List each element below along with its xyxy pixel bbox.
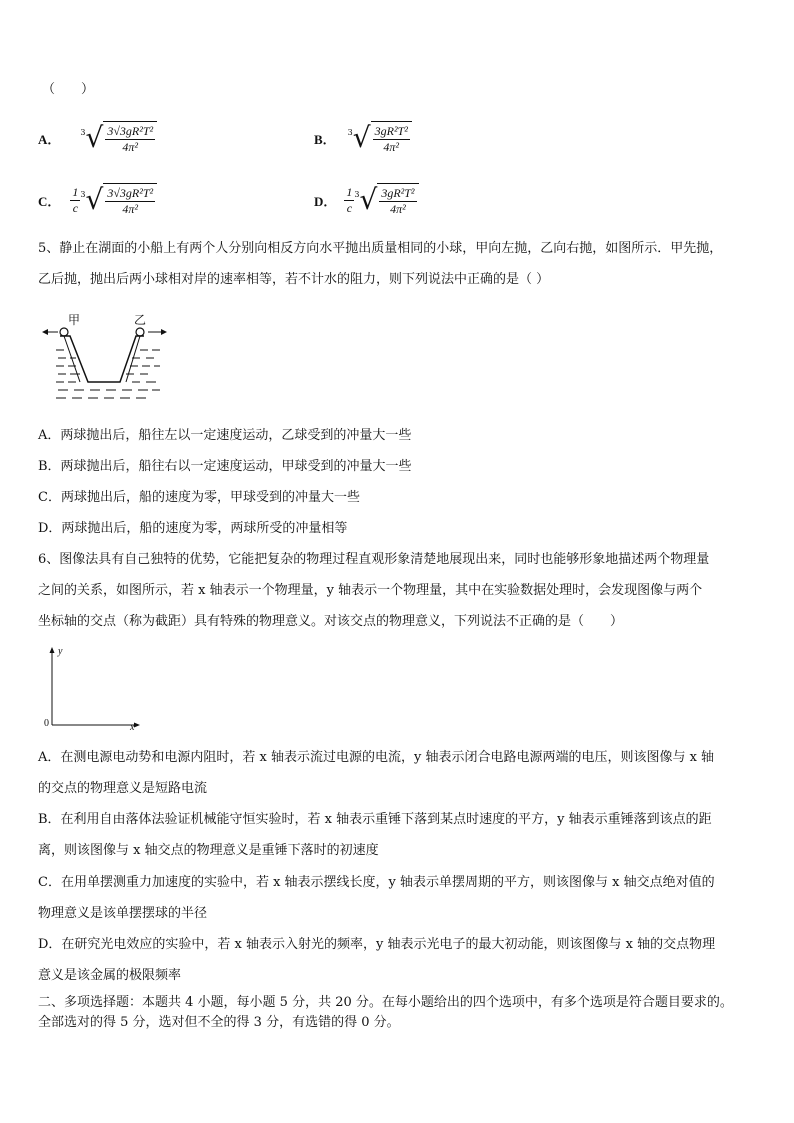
option-c [38, 178, 157, 222]
q5-option-c: C．两球抛出后，船的速度为零，甲球受到的冲量大一些 [38, 490, 360, 505]
option-a-denominator: 4π² [122, 140, 139, 154]
q6-option-b-line2: 离，则该图像与 x 轴交点的物理意义是重锤下落时的初速度 [38, 843, 379, 858]
option-b-fraction [371, 121, 412, 155]
option-b [314, 116, 412, 160]
option-c-label: C． [38, 193, 61, 209]
q6-option-d-line1: D．在研究光电效应的实验中，若 x 轴表示入射光的频率，y 轴表示光电子的最大初动能，则该图像与 x 轴的交点物理 [38, 937, 716, 952]
person-jia [60, 328, 68, 336]
origin-label: 0 [44, 718, 49, 729]
option-d-label: D． [314, 193, 337, 209]
q6-stem-line1: 6、图像法具有自己独特的优势，它能把复杂的物理过程直观形象清楚地展现出来，同时也能够形象地描述两个物理量 [38, 552, 710, 567]
q5-option-b: B．两球抛出后，船往右以一定速度运动，甲球受到的冲量大一些 [38, 459, 412, 474]
q6-option-c-line1: C．在用单摆测重力加速度的实验中，若 x 轴表示摆线长度，y 轴表示单摆周期的平方，则该图像与 x 轴交点绝对值的 [38, 875, 715, 890]
answer-paren: （ ） [42, 82, 95, 97]
q6-option-c-line2: 物理意义是该单摆摆球的半径 [38, 906, 208, 921]
option-a-numerator: 3√3gR²T² [107, 124, 154, 138]
option-b-label: B． [314, 131, 336, 147]
root-index: 3 [80, 189, 86, 199]
option-b-denominator: 4π² [383, 140, 400, 154]
boat-hull [60, 336, 144, 382]
boat-figure [40, 310, 170, 400]
option-c-fraction [103, 183, 157, 217]
radical-sign: √ [85, 121, 104, 154]
option-a-label: A． [38, 131, 61, 147]
root-index: 3 [354, 189, 360, 199]
coef-numerator: 1 [72, 184, 79, 199]
radical-sign: √ [85, 183, 104, 216]
q6-option-b-line1: B．在利用自由落体法验证机械能守恒实验时，若 x 轴表示重锤下落到某点时速度的平方，y 轴表示重锤落到该点的距 [38, 812, 712, 827]
option-d-coef [344, 185, 354, 216]
root-index: 3 [347, 127, 353, 137]
root-index: 3 [80, 127, 86, 137]
section2-heading-line2: 全部选对的得 5 分，选对但不全的得 3 分，有选错的得 0 分。 [38, 1015, 400, 1030]
radical-sign: √ [359, 183, 378, 216]
y-axis-label: y [58, 646, 63, 657]
right-arrow-head [161, 329, 167, 335]
left-arrow-head [42, 329, 48, 335]
y-axis-arrow [50, 647, 55, 653]
option-d [314, 178, 419, 222]
q6-option-a-line2: 的交点的物理意义是短路电流 [38, 781, 208, 796]
q6-option-a-line1: A．在测电源电动势和电源内阻时，若 x 轴表示流过电源的电流，y 轴表示闭合电路电源两端的电压，则该图像与 x 轴 [38, 750, 715, 765]
option-b-numerator: 3gR²T² [374, 124, 408, 138]
q6-option-d-line2: 意义是该金属的极限频率 [38, 968, 182, 983]
q5-option-a: A．两球抛出后，船往左以一定速度运动，乙球受到的冲量大一些 [38, 428, 412, 443]
coef-denominator: c [72, 200, 79, 215]
radical-sign: √ [352, 121, 371, 154]
label-yi: 乙 [134, 313, 147, 327]
section2-heading-line1: 二、多项选择题：本题共 4 小题，每小题 5 分，共 20 分。在每小题给出的四个选项中，有多个选项是符合题目要求的。 [38, 995, 733, 1010]
option-d-denominator: 4π² [390, 202, 406, 216]
q6-stem-line3: 坐标轴的交点（称为截距）具有特殊的物理意义。对该交点的物理意义，下列说法不正确的是（ ） [38, 614, 624, 629]
q6-stem-line2: 之间的关系，如图所示，若 x 轴表示一个物理量，y 轴表示一个物理量，其中在实验数据处理时，会发现图像与两个 [38, 583, 703, 598]
x-axis-label: x [130, 722, 135, 733]
option-c-coef [70, 185, 80, 216]
coef-denominator: c [346, 200, 353, 215]
option-d-numerator: 3gR²T² [381, 186, 415, 200]
q5-stem-line1: 5、静止在湖面的小船上有两个人分别向相反方向水平抛出质量相同的小球，甲向左抛，乙向右抛，如图所示．甲先抛， [38, 241, 723, 256]
option-c-numerator: 3√3gR²T² [107, 186, 154, 200]
option-d-fraction [377, 183, 418, 217]
x-axis-arrow [134, 723, 140, 728]
option-a [38, 116, 157, 160]
q5-stem-line2: 乙后抛，抛出后两小球相对岸的速率相等，若不计水的阻力，则下列说法中正确的是（ ） [38, 272, 550, 287]
option-a-fraction [103, 121, 157, 155]
person-yi [136, 328, 144, 336]
label-jia: 甲 [68, 313, 81, 327]
option-c-denominator: 4π² [122, 202, 139, 216]
q5-option-d: D．两球抛出后，船的速度为零，两球所受的冲量相等 [38, 521, 348, 536]
coef-numerator: 1 [346, 184, 353, 199]
